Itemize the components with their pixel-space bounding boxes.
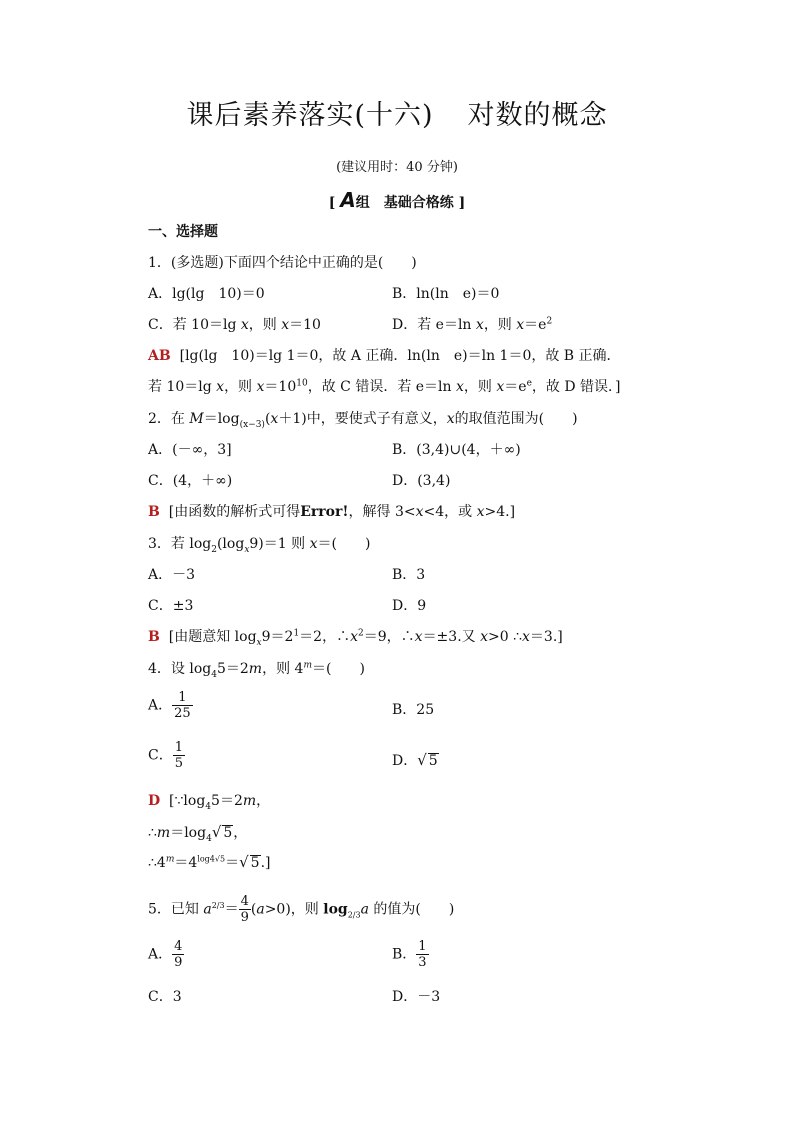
q5-option-a: A． $\frac{4}{9}$ — [148, 939, 183, 970]
time-note: (建议用时：40 分钟) — [336, 160, 458, 175]
q4-option-b: B．25 — [392, 702, 435, 718]
group-bracket-close: ] — [458, 195, 466, 211]
q4-option-a: A． $\frac{1}{25}$ — [148, 690, 191, 721]
q4-answer: D — [148, 793, 161, 809]
q5-option-a-fraction: $\frac{4}{9}$ — [174, 939, 183, 970]
q4-explanation-1: D [$\because\log_45=2m$， — [148, 793, 271, 812]
q5-stem-fraction: $\frac{4}{9}$ — [240, 894, 249, 925]
q3-explanation: B [由题意知 $\log_x9=2^1=2$，$\therefore x^2=9$，∴x＝±3.又 x>0 ∴x＝3.] — [148, 628, 563, 648]
q1-option-a: A．lg(lg 10)＝0 — [148, 286, 265, 302]
q4-stem: 4．设 $\log_45=2m$，则 $4^m=$( ) — [148, 660, 365, 680]
q1-option-b: B．ln(ln e)＝0 — [392, 286, 500, 302]
q2-option-b: B．(3,4)∪(4，＋∞) — [392, 442, 521, 458]
q2-option-a: A．(－∞，3] — [148, 442, 232, 458]
q5-stem: 5．已知 $a^{2/3}=$ $\frac{4}{9}$ (a>0)，则 $\log_{2/3}a$ 的值为( ) — [148, 894, 455, 925]
q1-explanation-2: 若 10＝lg x，则 $x=10^{10}$，故 C 错误．若 e＝ln x，则 $x=e^e$，故 D 错误．] — [148, 378, 621, 395]
sqrt-sign: √ — [417, 751, 427, 769]
page-title — [0, 98, 794, 134]
q3-option-d: D．9 — [392, 598, 427, 614]
q2-stem: 2．在 $M=\log_{(x-3)}(x+1)$中，要使式子有意义，x的取值范围为( ) — [148, 411, 578, 430]
q2-answer: B — [148, 504, 160, 520]
q4-explanation-3: $\therefore 4^m=4^{log4√5}=√$ 5.] — [148, 853, 271, 871]
q4-option-d: D．√ 5 — [392, 751, 438, 769]
group-label: 组 基础合格练 — [355, 195, 454, 211]
q5-option-d: D．－3 — [392, 989, 441, 1005]
q4-option-c-fraction: $\frac{1}{5}$ — [174, 740, 183, 771]
q1-option-c: C．若 10＝lg x，则 x＝10 — [148, 317, 321, 333]
q4-option-c: C． $\frac{1}{5}$ — [148, 740, 183, 771]
q2-option-d: D．(3,4) — [392, 473, 451, 489]
q4-explanation-2: $\therefore m=\log_4√$ 5， — [148, 823, 248, 844]
title-sub: 对数的概念 — [467, 100, 608, 131]
q3-option-b: B．3 — [392, 567, 426, 583]
q3-stem: 3．若 $\log_2(\log_x9)=1$ 则 x＝( ) — [148, 536, 371, 555]
q1-stem: 1．(多选题)下面四个结论中正确的是( ) — [148, 255, 417, 271]
group-bracket-open: [ — [328, 195, 336, 211]
q2-option-c: C．(4，＋∞) — [148, 473, 233, 489]
q1-answer: AB — [148, 348, 171, 364]
q3-answer: B — [148, 629, 160, 645]
q5-option-b: B． $\frac{1}{3}$ — [392, 939, 427, 970]
section-heading: 一、选择题 — [148, 224, 218, 240]
q2-explanation: B [由函数的解析式可得Error!，解得 3<x<4，或 x>4.] — [148, 504, 516, 520]
q3-option-a: A．－3 — [148, 567, 196, 583]
q5-option-c: C．3 — [148, 989, 182, 1005]
q1-explanation-1: AB [lg(lg 10)＝lg 1＝0，故 A 正确．ln(ln e)＝ln 1＝0，故 B 正确． — [148, 348, 621, 364]
group-heading — [0, 188, 794, 212]
group-letter: A — [340, 188, 356, 212]
title-main: 课后素养落实(十六) — [186, 100, 434, 131]
q5-option-b-fraction: $\frac{1}{3}$ — [418, 939, 427, 970]
q1-option-d: D．若 e＝ln x，则 $x=e^2$ — [392, 316, 553, 333]
q3-option-c: C．±3 — [148, 598, 194, 614]
q4-option-a-fraction: $\frac{1}{25}$ — [174, 690, 191, 721]
